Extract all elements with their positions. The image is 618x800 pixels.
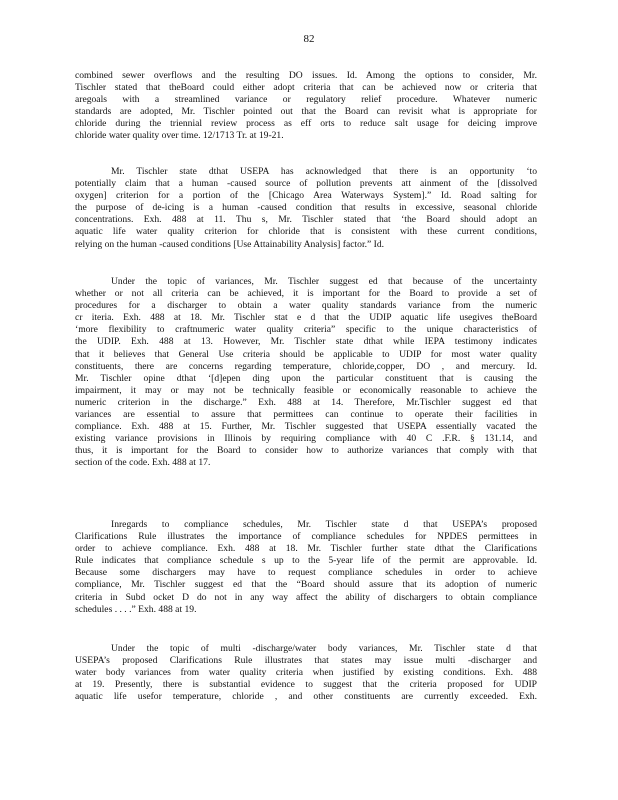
text-line: relying on the human -caused conditions [Use Attainability Analysis] factor.” Id. [75, 238, 385, 250]
text-line: cr iteria. Exh. 488 at 18. Mr. Tischler stat e d that the UDIP aquatic life usegives theBoard [75, 312, 537, 324]
text-line: Clarifications Rule illustrates the importance of compliance schedules for NPDES permittees in [75, 531, 537, 543]
text-line: impairment, it may or may not be technically feasible or economically reasonable to achieve the [75, 384, 537, 396]
text-line: Under the topic of multi -discharge/water body variances, Mr. Tischler state d that [111, 643, 537, 654]
text-line: combined sewer overflows and the resulting DO issues. Id. Among the options to consider, Mr. [75, 70, 537, 81]
paragraph-variances [75, 276, 537, 470]
text-line: Inregards to compliance schedules, Mr. Tischler state d that USEPA’s proposed [111, 519, 537, 530]
text-line: whether or not all criteria can be achieved, it is important for the Board to provide a set of [75, 288, 537, 300]
paragraph-multi-discharger [75, 643, 537, 703]
text-line: standards are adopted, Mr. Tischler pointed out that the Board can revisit what is appropriate for [75, 106, 537, 118]
text-line: the UDIP. Exh. 488 at 13. However, Mr. Tischler state dthat while IEPA testimony indicates [75, 336, 537, 348]
text-line: at 19. Presently, there is substantial evidence to suggest that the criteria proposed for UDIP [75, 679, 537, 691]
text-line: Mr. Tischler opine dthat ‘[d]epen ding upon the particular constituent that is causing the [75, 372, 537, 384]
text-line: section of the code. Exh. 488 at 17. [75, 457, 211, 469]
page-number: 82 [303, 33, 315, 45]
paragraph-combined-sewer [75, 70, 537, 143]
text-line: ‘more flexibility to craftnumeric water quality criteria” specific to the unique characteristics of [75, 324, 537, 336]
paragraph-usepa-acknowledged [75, 166, 537, 251]
text-line: numeric criterion in the discharge.” Exh. 488 at 14. Therefore, Mr.Tischler suggest ed that [75, 396, 537, 408]
paragraph-compliance-schedules [75, 519, 537, 616]
text-line: Because some dischargers may have to request compliance schedules in order to achieve [75, 567, 537, 579]
text-line: aquatic life usefor temperature, chloride , and other constituents are currently exceeded. Exh. [75, 691, 537, 703]
text-line: compliance, Mr. Tischler suggest ed that the “Board should assure that its adoption of numeric [75, 579, 537, 591]
text-line: chloride during the triennial review process as eff orts to reduce salt usage for deicing improve [75, 118, 537, 130]
text-line: aquatic life water quality criterion for chloride that is consistent with these current conditions, [75, 226, 537, 238]
text-line: chloride water quality over time. 12/1713 Tr. at 19-21. [75, 130, 284, 142]
text-line: procedures for a discharger to obtain a water quality standards variance from the numeric [75, 300, 537, 312]
text-line: the purpose of de-icing is a human -caused condition that results in excessive, seasonal chloride [75, 202, 537, 214]
text-line: order to achieve compliance. Exh. 488 at 18. Mr. Tischler further state dthat the Clarifications [75, 543, 537, 555]
text-line: aregoals with a streamlined variance or regulatory relief procedure. Whatever numeric [75, 94, 537, 106]
text-line: USEPA’s proposed Clarifications Rule illustrates that states may issue multi -discharger and [75, 655, 537, 667]
text-line: Tischler stated that theBoard could either adopt criteria that can be achieved now or criteria that [75, 82, 537, 94]
text-line: Mr. Tischler state dthat USEPA has acknowledged that there is an opportunity ‘to [111, 166, 537, 177]
text-line: oxygen] criterion for a portion of the [Chicago Area Waterways System].” Id. Road salting for [75, 190, 537, 202]
text-line: existing variance provisions in Illinois by requiring compliance with 40 C .F.R. § 131.14, and [75, 433, 537, 445]
text-line: compliance. Exh. 488 at 15. Further, Mr. Tischler suggested that USEPA essentially vacated the [75, 421, 537, 433]
text-line: potentially claim that a human -caused source of pollution prevents att ainment of the [dissolved [75, 178, 537, 190]
text-line: Under the topic of variances, Mr. Tischler suggest ed that because of the uncertainty [111, 276, 537, 287]
text-line: Rule indicates that compliance schedule s up to the 5-year life of the permit are approvable. Id. [75, 555, 537, 567]
text-line: constituents, there are concerns regarding temperature, chloride,copper, DO , and mercury. Id. [75, 360, 537, 372]
text-line: schedules . . . .” Exh. 488 at 19. [75, 603, 197, 615]
text-line: water body variances from water quality criteria when justified by existing conditions. Exh. 488 [75, 667, 537, 679]
text-line: criteria in Subd ocket D do not in any way affect the ability of dischargers to obtain compliance [75, 591, 537, 603]
text-line: variances are essential to assure that permittees can continue to operate their facilities in [75, 409, 537, 421]
text-line: concentrations. Exh. 488 at 11. Thu s, Mr. Tischler stated that ‘the Board should adopt an [75, 214, 537, 226]
text-line: thus, it is important for the Board to consider how to authorize variances that comply with that [75, 445, 537, 457]
text-line: that it believes that General Use criteria should be applicable to UDIP for most water quality [75, 348, 537, 360]
